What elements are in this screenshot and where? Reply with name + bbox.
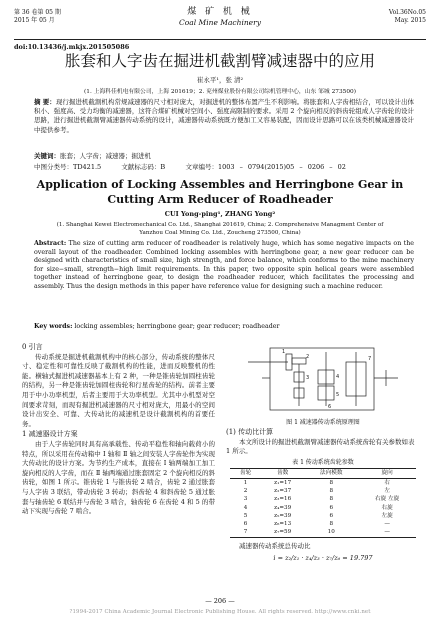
- cell-module: 10: [304, 528, 358, 537]
- abstract-en-label: Abstract:: [34, 240, 67, 247]
- clc-number: 中图分类号：TD421.5: [34, 163, 102, 171]
- cell-teeth: z₅=39: [274, 512, 292, 519]
- figure-1: [226, 342, 420, 416]
- label-gear-3: 3: [306, 375, 310, 381]
- bevel-gear-2: [292, 358, 306, 364]
- cell-gear: 2: [243, 487, 248, 494]
- table-row: [230, 478, 416, 487]
- cell-module: 8: [329, 479, 333, 486]
- gearbox-outline: [270, 348, 374, 410]
- cell-gear: 5: [243, 512, 248, 519]
- paper-title-en: Application of Locking Assembles and Herringbone Gear in Cutting Arm Reducer of Roadheader: [36, 178, 404, 206]
- keywords-en: [34, 323, 414, 332]
- cell-module: 8: [329, 496, 333, 503]
- table-row: [230, 504, 416, 512]
- authors-en: CUI Yong-ping¹, ZHANG Yong²: [164, 210, 276, 218]
- cell-teeth: z₃=16: [274, 496, 292, 503]
- authors-cn: 崔永平¹，张 清²: [196, 76, 244, 84]
- abstract-en: [34, 240, 414, 292]
- cell-helix: 右: [384, 479, 390, 486]
- keywords-cn: [34, 152, 414, 161]
- cell-teeth: z₄=39: [274, 504, 292, 511]
- header-date-en: May. 2015: [394, 17, 426, 24]
- cell-module: 8: [329, 521, 333, 528]
- affiliation-cn: (1. 上海科佳机电有限公司，上海 201619；2. 兖州煤业股份有限公司综机管理中心，山东 邹城 273500): [84, 89, 356, 95]
- section-0-title: 0 引言: [22, 343, 43, 351]
- right-column: [226, 342, 420, 564]
- table-row: [230, 528, 416, 537]
- cell-module: 6: [329, 512, 333, 519]
- figure-1-caption: 图 1 减速器传动系统原理图: [286, 419, 360, 426]
- cell-gear: 4: [243, 504, 248, 511]
- left-column: [22, 342, 215, 517]
- th-helix: 旋向: [358, 469, 416, 478]
- cell-helix: 右旋 左旋: [375, 496, 400, 503]
- abstract-cn-label: 摘 要：: [34, 98, 56, 106]
- cell-teeth: z₇=59: [261, 528, 304, 537]
- gear-parameters-table: [230, 468, 416, 537]
- keywords-cn-label: 关键词：: [34, 152, 60, 160]
- th-module: 法向模数: [304, 469, 358, 478]
- table-row: [230, 512, 416, 520]
- header-date-cn: 2015 年 05 月: [14, 17, 55, 24]
- header-volume-en: Vol.36No.05: [388, 9, 426, 16]
- cell-module: 8: [329, 487, 333, 494]
- section-1-title: 1 减速器设计方案: [22, 430, 78, 439]
- header-volume: 第 36 卷第 05 期: [14, 9, 61, 16]
- journal-header: [14, 4, 426, 40]
- cell-gear: 1: [243, 479, 248, 486]
- th-gear: 齿轮: [230, 469, 261, 478]
- cell-module: 6: [329, 504, 333, 511]
- th-teeth: 齿数: [261, 469, 304, 478]
- page-number: — 206 —: [205, 597, 235, 605]
- subsection-1-text: 本文所设计的掘进机截割臂减速器传动系统齿轮有关参数如表 1 所示。: [226, 437, 415, 456]
- header-volume-info-en: [389, 9, 426, 25]
- section-0-text: 传动系统是掘进机截割机构中的核心部分，传动系统的整体尺寸、稳定性和可靠性反映了截割机构的性能，进而反映整机的性能。横轴式掘进机减速器基本上有 2 种，一种是锥齿轮加圆柱齿轮的结构，另一种是锥齿轮加圆柱齿轮和行星齿轮的结构。前者主要用于中小功率机型，后者主要用于大功率机型。尤其中小机型对空间要求苛刻，而现有掘进机减速器的尺寸相对庞大，用最小的空间设计出安全、可靠、大传动比的减速机是设计截割机构的首要任务。: [22, 352, 215, 428]
- table-1-caption: 表 1 传动系统齿轮参数: [292, 458, 354, 466]
- label-gear-5: 5: [336, 392, 340, 398]
- document-code: 文献标志码：B: [121, 163, 166, 171]
- cell-helix: 右旋: [381, 504, 393, 511]
- table-row: [230, 495, 416, 503]
- copyright-footer: ?1994-2017 China Academic Journal Electronic Publishing House. All rights reserved. http://www.cnki.net: [69, 609, 371, 615]
- subsection-1-title: (1) 传动比计算: [226, 428, 274, 436]
- classification-line: [34, 163, 414, 172]
- table-row: [230, 520, 416, 528]
- journal-name-cn: 煤 矿 机 械: [187, 7, 253, 17]
- keywords-cn-text: 胀套；人字齿；减速器；掘进机: [60, 152, 151, 160]
- cell-teeth: z₆=13: [274, 521, 292, 528]
- affiliation-en: (1. Shanghai Kewei Electromechanical Co. Ltd., Shanghai 201619, China; 2. Comprehensive Managment Center of Yanzhou Coal Mining Co. Ltd., Zoucheng 273500, China): [56, 222, 384, 236]
- keywords-en-label: Key words:: [34, 323, 73, 330]
- label-gear-4: 4: [336, 374, 340, 380]
- cell-helix: —: [358, 528, 416, 537]
- cell-teeth: z₂=37: [274, 487, 292, 494]
- table-header-row: [230, 469, 416, 478]
- abstract-en-text: The size of cutting arm reducer of roadheader is relatively huge, which has some negative impacts on the overall layout of the roadheader. Combined locking assembles with herringbone gear, a new gear reducer can be designed with characteristics of small size, high strength, and force balance, which conforms to the mine machinery for size−small, strength−high limit requirements. In this paper, two opposite spin helical gears were assembled together instead of herringbone gear, to design the roadheader reducer, which facilitates the processing and assembly. Thus the design methods in this paper have reference value for designing such a machine reducer.: [34, 240, 414, 290]
- abstract-cn-text: 现行掘进机截割机构常规减速器的尺寸相对庞大，对掘进机的整体布置产生不利影响。将胀套和人字齿相结合，可以设计出体积小、强度高、受力均衡的减速器，这符合煤矿机械对空间小、强度高限制的要求。采用 2 个旋向相反的斜齿轮组成人字齿轮的设计思路，进行掘进机截割臂减速器传动系统的设计，减速器传动系统既方便加工又容易装配，因而设计思路可以在该类机械减速器设计中提供参考。: [34, 98, 415, 134]
- cell-gear: 7: [230, 528, 261, 537]
- subsection-2-title: 减速器传动系统总传动比: [239, 541, 311, 550]
- paper-title-cn: 胀套和人字齿在掘进机截割臂减速器中的应用: [64, 52, 375, 70]
- cell-gear: 3: [243, 496, 248, 503]
- doi[interactable]: doi:10.13436/j.mkjx.201505086: [14, 43, 130, 51]
- cell-helix: —: [384, 521, 390, 528]
- transmission-schematic: [226, 342, 420, 416]
- keywords-en-text: locking assembles; herringbone gear; gear reducer; roadheader: [74, 323, 280, 330]
- cell-helix: 左: [384, 487, 390, 494]
- label-gear-6: 6: [328, 404, 332, 410]
- label-gear-7: 7: [368, 356, 372, 362]
- label-gear-1: 1: [282, 349, 286, 355]
- cell-helix: 左旋: [381, 512, 393, 519]
- cell-teeth: z₁=17: [274, 479, 292, 486]
- section-1-text: 由于人字齿轮同时具有高承载性、传动平稳性和轴向载荷小的特点，所以采用在传动箱中 Ⅰ 轴和 Ⅱ 轴之间安装人字齿轮作为实现大传动比的设计方案。为节约生产成本，直接在 Ⅰ 轴两端加工加工旋向相反的人字齿，而在 Ⅱ 轴两端通过胀套固定 2 个旋向相反的斜齿轮，如图 1 所示。锥齿轮 1 与锥齿轮 2 啮合，齿轮 2 通过胀套与人字齿 3 联结，带动齿轮 3 转动；斜齿轮 4 和斜齿轮 5 通过胀套与轴齿轮 6 联结并与齿轮 3 啮合，轴齿轮 6 在齿轮 4 和 5 的带动下实现与齿轮 7 啮合。: [22, 439, 215, 516]
- article-number: 文章编号：1003 – 0794(2015)05 – 0206 – 02: [185, 163, 346, 171]
- transmission-ratio-formula: i = z₂/z₁ · z₄/z₃ · z₇/z₆ = 19.797: [273, 554, 373, 563]
- cell-gear: 6: [243, 521, 248, 528]
- table-row: [230, 487, 416, 495]
- label-gear-2: 2: [306, 354, 310, 360]
- journal-name-en: Coal Mine Machinery: [179, 18, 261, 27]
- abstract-cn: [34, 98, 414, 135]
